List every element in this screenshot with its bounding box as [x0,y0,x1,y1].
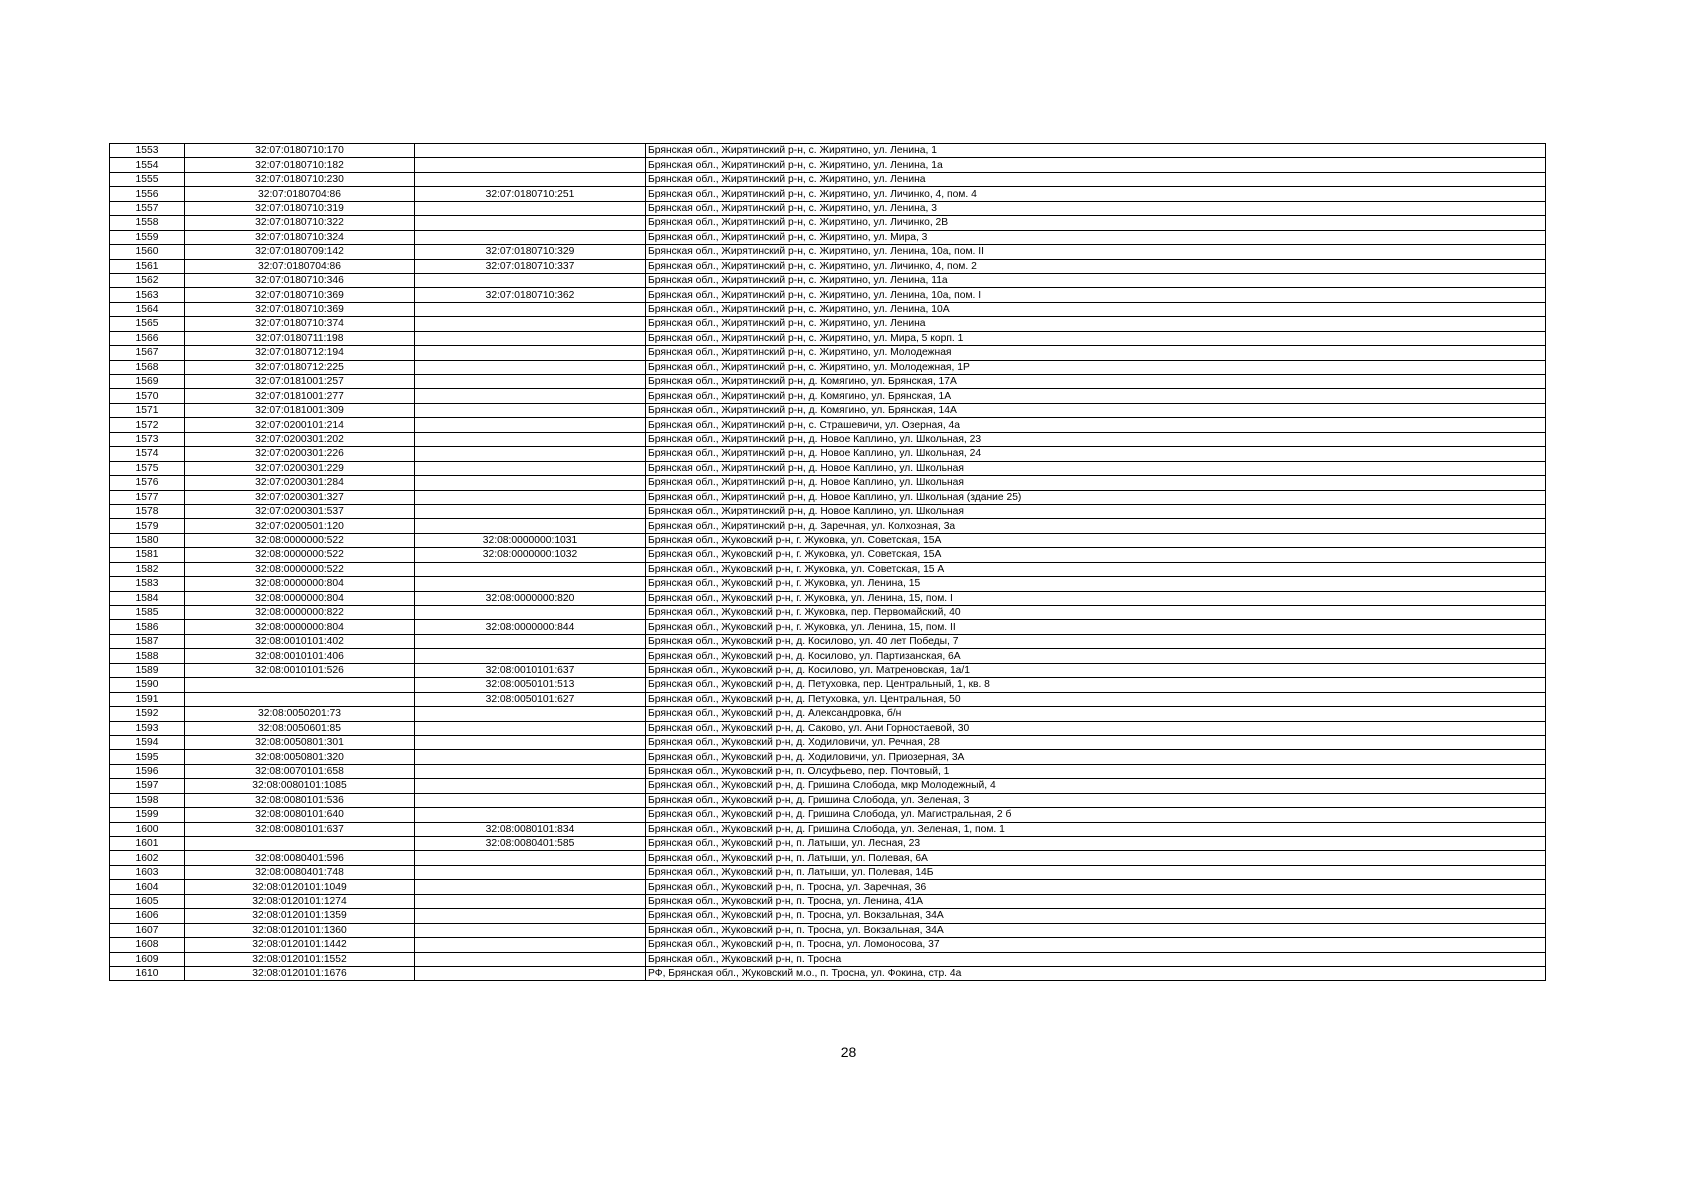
secondary-cadastral-cell [415,808,646,822]
row-number-cell: 1578 [110,504,185,518]
table-row [110,259,1546,273]
secondary-cadastral-cell [415,880,646,894]
address-cell: Брянская обл., Жуковский р-н, г. Жуковка, ул. Ленина, 15, пом. II [646,620,1546,634]
row-number-cell: 1587 [110,634,185,648]
address-cell: Брянская обл., Жуковский р-н, п. Тросна [646,952,1546,966]
table-row [110,678,1546,692]
row-number-cell: 1557 [110,201,185,215]
table-row [110,793,1546,807]
table-row [110,591,1546,605]
cadastral-number-cell: 32:07:0180710:346 [185,273,415,287]
row-number-cell: 1603 [110,865,185,879]
secondary-cadastral-cell [415,346,646,360]
secondary-cadastral-cell [415,230,646,244]
row-number-cell: 1582 [110,562,185,576]
row-number-cell: 1610 [110,966,185,980]
table-row [110,779,1546,793]
secondary-cadastral-cell: 32:07:0180710:329 [415,245,646,259]
table-row [110,418,1546,432]
address-cell: Брянская обл., Жирятинский р-н, д. Новое Каплино, ул. Школьная, 23 [646,432,1546,446]
secondary-cadastral-cell [415,158,646,172]
row-number-cell: 1593 [110,721,185,735]
row-number-cell: 1604 [110,880,185,894]
secondary-cadastral-cell [415,216,646,230]
row-number-cell: 1598 [110,793,185,807]
cadastral-number-cell: 32:08:0050201:73 [185,707,415,721]
table-row [110,273,1546,287]
cadastral-number-cell: 32:07:0180710:319 [185,201,415,215]
table-row [110,201,1546,215]
cadastral-number-cell: 32:08:0000000:804 [185,577,415,591]
secondary-cadastral-cell [415,750,646,764]
address-cell: Брянская обл., Жуковский р-н, п. Латыши, ул. Лесная, 23 [646,837,1546,851]
secondary-cadastral-cell [415,519,646,533]
cadastral-number-cell: 32:08:0000000:522 [185,562,415,576]
secondary-cadastral-cell [415,172,646,186]
address-cell: Брянская обл., Жуковский р-н, д. Ходиловичи, ул. Речная, 28 [646,735,1546,749]
secondary-cadastral-cell [415,389,646,403]
row-number-cell: 1569 [110,375,185,389]
row-number-cell: 1601 [110,837,185,851]
table-row [110,837,1546,851]
secondary-cadastral-cell [415,273,646,287]
address-cell: Брянская обл., Жуковский р-н, д. Ходиловичи, ул. Приозерная, 3А [646,750,1546,764]
address-cell: Брянская обл., Жирятинский р-н, с. Жирятино, ул. Молодежная, 1Р [646,360,1546,374]
row-number-cell: 1608 [110,938,185,952]
row-number-cell: 1589 [110,663,185,677]
address-cell: Брянская обл., Жуковский р-н, д. Петуховка, ул. Центральная, 50 [646,692,1546,706]
secondary-cadastral-cell [415,302,646,316]
secondary-cadastral-cell [415,360,646,374]
cadastral-number-cell: 32:07:0200301:327 [185,490,415,504]
row-number-cell: 1555 [110,172,185,186]
address-cell: Брянская обл., Жуковский р-н, д. Гришина Слобода, ул. Магистральная, 2 б [646,808,1546,822]
cadastral-number-cell: 32:07:0180710:324 [185,230,415,244]
row-number-cell: 1564 [110,302,185,316]
address-cell: Брянская обл., Жирятинский р-н, д. Заречная, ул. Колхозная, 3а [646,519,1546,533]
cadastral-number-cell: 32:08:0120101:1676 [185,966,415,980]
cadastral-number-cell: 32:08:0010101:402 [185,634,415,648]
table-row [110,663,1546,677]
address-cell: Брянская обл., Жуковский р-н, п. Тросна, ул. Вокзальная, 34А [646,923,1546,937]
table-row [110,245,1546,259]
cadastral-number-cell: 32:08:0010101:406 [185,649,415,663]
address-cell: Брянская обл., Жуковский р-н, г. Жуковка, ул. Советская, 15А [646,533,1546,547]
secondary-cadastral-cell [415,793,646,807]
cadastral-number-cell: 32:07:0180710:230 [185,172,415,186]
table-row [110,750,1546,764]
table-row [110,923,1546,937]
table-row [110,952,1546,966]
cadastral-number-cell: 32:07:0200301:229 [185,461,415,475]
address-cell: Брянская обл., Жирятинский р-н, с. Жирятино, ул. Личинко, 2В [646,216,1546,230]
cadastral-number-cell: 32:08:0080401:748 [185,865,415,879]
secondary-cadastral-cell: 32:07:0180710:251 [415,187,646,201]
table-row [110,172,1546,186]
row-number-cell: 1575 [110,461,185,475]
secondary-cadastral-cell [415,735,646,749]
table-row [110,346,1546,360]
secondary-cadastral-cell [415,909,646,923]
table-row [110,317,1546,331]
table-row [110,938,1546,952]
cadastral-number-cell: 32:07:0181001:277 [185,389,415,403]
cadastral-number-cell: 32:07:0180712:225 [185,360,415,374]
cadastral-number-cell: 32:08:0080101:640 [185,808,415,822]
secondary-cadastral-cell [415,461,646,475]
address-cell: Брянская обл., Жирятинский р-н, с. Жирятино, ул. Ленина, 10А [646,302,1546,316]
table-row [110,187,1546,201]
table-row [110,476,1546,490]
table-row [110,880,1546,894]
cadastral-number-cell: 32:08:0050801:301 [185,735,415,749]
cadastral-number-cell [185,692,415,706]
row-number-cell: 1599 [110,808,185,822]
row-number-cell: 1572 [110,418,185,432]
secondary-cadastral-cell [415,577,646,591]
address-cell: Брянская обл., Жуковский р-н, п. Тросна, ул. Ломоносова, 37 [646,938,1546,952]
address-cell: Брянская обл., Жирятинский р-н, с. Страшевичи, ул. Озерная, 4а [646,418,1546,432]
cadastral-number-cell: 32:07:0180710:369 [185,302,415,316]
cadastral-number-cell: 32:08:0000000:522 [185,548,415,562]
row-number-cell: 1586 [110,620,185,634]
row-number-cell: 1585 [110,606,185,620]
cadastral-number-cell: 32:07:0180710:170 [185,144,415,158]
table-row [110,894,1546,908]
secondary-cadastral-cell [415,779,646,793]
address-cell: Брянская обл., Жирятинский р-н, с. Жирятино, ул. Личинко, 4, пом. 4 [646,187,1546,201]
table-row [110,634,1546,648]
address-cell: Брянская обл., Жуковский р-н, г. Жуковка, ул. Советская, 15А [646,548,1546,562]
row-number-cell: 1571 [110,403,185,417]
cadastral-number-cell [185,837,415,851]
row-number-cell: 1577 [110,490,185,504]
address-cell: Брянская обл., Жуковский р-н, п. Тросна, ул. Заречная, 36 [646,880,1546,894]
table-row [110,562,1546,576]
address-cell: Брянская обл., Жирятинский р-н, с. Жирятино, ул. Ленина, 3 [646,201,1546,215]
cadastral-number-cell: 32:07:0180712:194 [185,346,415,360]
table-row [110,331,1546,345]
cadastral-number-cell: 32:08:0070101:658 [185,764,415,778]
secondary-cadastral-cell: 32:08:0050101:627 [415,692,646,706]
cadastral-number-cell: 32:08:0000000:522 [185,533,415,547]
row-number-cell: 1588 [110,649,185,663]
secondary-cadastral-cell [415,938,646,952]
address-cell: Брянская обл., Жирятинский р-н, с. Жирятино, ул. Мира, 3 [646,230,1546,244]
secondary-cadastral-cell [415,764,646,778]
row-number-cell: 1566 [110,331,185,345]
table-row [110,158,1546,172]
table-row [110,144,1546,158]
secondary-cadastral-cell [415,894,646,908]
cadastral-number-cell: 32:08:0000000:804 [185,591,415,605]
address-cell: Брянская обл., Жирятинский р-н, д. Новое Каплино, ул. Школьная, 24 [646,447,1546,461]
secondary-cadastral-cell [415,418,646,432]
secondary-cadastral-cell [415,966,646,980]
cadastral-number-cell: 32:07:0180710:369 [185,288,415,302]
table-row [110,707,1546,721]
row-number-cell: 1606 [110,909,185,923]
cadastral-number-cell: 32:08:0120101:1359 [185,909,415,923]
row-number-cell: 1565 [110,317,185,331]
table-row [110,577,1546,591]
address-cell: Брянская обл., Жирятинский р-н, д. Комягино, ул. Брянская, 14А [646,403,1546,417]
secondary-cadastral-cell [415,649,646,663]
table-row [110,649,1546,663]
cadastral-number-cell: 32:08:0080401:596 [185,851,415,865]
secondary-cadastral-cell [415,490,646,504]
row-number-cell: 1607 [110,923,185,937]
cadastral-number-cell: 32:08:0050801:320 [185,750,415,764]
row-number-cell: 1567 [110,346,185,360]
address-cell: Брянская обл., Жуковский р-н, д. Гришина Слобода, мкр Молодежный, 4 [646,779,1546,793]
table-row [110,360,1546,374]
table-row [110,403,1546,417]
cadastral-number-cell: 32:07:0200301:284 [185,476,415,490]
secondary-cadastral-cell [415,375,646,389]
secondary-cadastral-cell [415,447,646,461]
row-number-cell: 1581 [110,548,185,562]
secondary-cadastral-cell [415,634,646,648]
table-row [110,735,1546,749]
row-number-cell: 1597 [110,779,185,793]
cadastral-number-cell: 32:07:0180710:182 [185,158,415,172]
address-cell: Брянская обл., Жуковский р-н, г. Жуковка, ул. Ленина, 15, пом. I [646,591,1546,605]
address-cell: Брянская обл., Жирятинский р-н, с. Жирятино, ул. Ленина, 1 [646,144,1546,158]
cadastral-number-cell: 32:08:0120101:1442 [185,938,415,952]
secondary-cadastral-cell: 32:08:0050101:513 [415,678,646,692]
row-number-cell: 1591 [110,692,185,706]
row-number-cell: 1558 [110,216,185,230]
address-cell: Брянская обл., Жирятинский р-н, с. Жирятино, ул. Мира, 5 корп. 1 [646,331,1546,345]
row-number-cell: 1579 [110,519,185,533]
address-cell: Брянская обл., Жирятинский р-н, с. Жирятино, ул. Ленина [646,317,1546,331]
address-cell: Брянская обл., Жирятинский р-н, д. Новое Каплино, ул. Школьная [646,461,1546,475]
table-row [110,533,1546,547]
secondary-cadastral-cell [415,403,646,417]
address-cell: Брянская обл., Жуковский р-н, д. Петуховка, пер. Центральный, 1, кв. 8 [646,678,1546,692]
cadastral-number-cell: 32:07:0181001:257 [185,375,415,389]
secondary-cadastral-cell: 32:07:0180710:362 [415,288,646,302]
table-row [110,461,1546,475]
secondary-cadastral-cell [415,504,646,518]
secondary-cadastral-cell [415,952,646,966]
table-row [110,764,1546,778]
table-row [110,909,1546,923]
table-row [110,620,1546,634]
table-row [110,288,1546,302]
table-body [110,144,1546,981]
table-row [110,447,1546,461]
table-row [110,808,1546,822]
page-number: 28 [840,1044,857,1060]
cadastral-number-cell: 32:07:0180704:86 [185,187,415,201]
table-row [110,721,1546,735]
row-number-cell: 1580 [110,533,185,547]
row-number-cell: 1596 [110,764,185,778]
cadastral-number-cell: 32:08:0080101:1085 [185,779,415,793]
secondary-cadastral-cell [415,923,646,937]
secondary-cadastral-cell [415,606,646,620]
address-cell: Брянская обл., Жуковский р-н, д. Гришина Слобода, ул. Зеленая, 1, пом. 1 [646,822,1546,836]
table-row [110,692,1546,706]
secondary-cadastral-cell [415,865,646,879]
address-cell: Брянская обл., Жуковский р-н, п. Латыши, ул. Полевая, 14Б [646,865,1546,879]
table-row [110,519,1546,533]
row-number-cell: 1594 [110,735,185,749]
secondary-cadastral-cell [415,707,646,721]
table-row [110,230,1546,244]
row-number-cell: 1592 [110,707,185,721]
address-cell: Брянская обл., Жуковский р-н, д. Саково, ул. Ани Горностаевой, 30 [646,721,1546,735]
address-cell: Брянская обл., Жирятинский р-н, д. Новое Каплино, ул. Школьная (здание 25) [646,490,1546,504]
row-number-cell: 1590 [110,678,185,692]
secondary-cadastral-cell [415,317,646,331]
property-table [109,143,1546,981]
row-number-cell: 1562 [110,273,185,287]
cadastral-number-cell: 32:07:0180709:142 [185,245,415,259]
address-cell: Брянская обл., Жуковский р-н, п. Тросна, ул. Вокзальная, 34А [646,909,1546,923]
cadastral-number-cell: 32:08:0080101:536 [185,793,415,807]
address-cell: Брянская обл., Жирятинский р-н, с. Жирятино, ул. Ленина, 10а, пом. I [646,288,1546,302]
cadastral-number-cell: 32:08:0120101:1552 [185,952,415,966]
address-cell: Брянская обл., Жирятинский р-н, д. Комягино, ул. Брянская, 1А [646,389,1546,403]
secondary-cadastral-cell: 32:07:0180710:337 [415,259,646,273]
row-number-cell: 1574 [110,447,185,461]
secondary-cadastral-cell [415,331,646,345]
address-cell: Брянская обл., Жирятинский р-н, с. Жирятино, ул. Ленина [646,172,1546,186]
table-row [110,375,1546,389]
address-cell: Брянская обл., Жирятинский р-н, с. Жирятино, ул. Ленина, 1а [646,158,1546,172]
address-cell: Брянская обл., Жуковский р-н, п. Олсуфьево, пер. Почтовый, 1 [646,764,1546,778]
row-number-cell: 1556 [110,187,185,201]
row-number-cell: 1560 [110,245,185,259]
secondary-cadastral-cell [415,476,646,490]
cadastral-number-cell: 32:08:0120101:1360 [185,923,415,937]
row-number-cell: 1563 [110,288,185,302]
cadastral-number-cell: 32:08:0000000:804 [185,620,415,634]
secondary-cadastral-cell: 32:08:0080101:834 [415,822,646,836]
address-cell: Брянская обл., Жуковский р-н, д. Александровка, б/н [646,707,1546,721]
cadastral-number-cell: 32:07:0200301:537 [185,504,415,518]
address-cell: Брянская обл., Жирятинский р-н, д. Новое Каплино, ул. Школьная [646,504,1546,518]
address-cell: Брянская обл., Жирятинский р-н, д. Комягино, ул. Брянская, 17А [646,375,1546,389]
secondary-cadastral-cell: 32:08:0080401:585 [415,837,646,851]
table-row [110,302,1546,316]
row-number-cell: 1602 [110,851,185,865]
address-cell: Брянская обл., Жуковский р-н, г. Жуковка, пер. Первомайский, 40 [646,606,1546,620]
cadastral-number-cell: 32:08:0010101:526 [185,663,415,677]
cadastral-number-cell: 32:07:0200101:214 [185,418,415,432]
table-row [110,490,1546,504]
table-row [110,966,1546,980]
cadastral-number-cell: 32:08:0120101:1274 [185,894,415,908]
row-number-cell: 1600 [110,822,185,836]
row-number-cell: 1554 [110,158,185,172]
row-number-cell: 1559 [110,230,185,244]
row-number-cell: 1568 [110,360,185,374]
cadastral-number-cell: 32:07:0200301:202 [185,432,415,446]
address-cell: Брянская обл., Жуковский р-н, г. Жуковка, ул. Ленина, 15 [646,577,1546,591]
row-number-cell: 1584 [110,591,185,605]
row-number-cell: 1553 [110,144,185,158]
cadastral-number-cell: 32:07:0200301:226 [185,447,415,461]
table-row [110,548,1546,562]
row-number-cell: 1570 [110,389,185,403]
address-cell: Брянская обл., Жуковский р-н, г. Жуковка, ул. Советская, 15 А [646,562,1546,576]
cadastral-number-cell: 32:07:0180704:86 [185,259,415,273]
secondary-cadastral-cell [415,432,646,446]
table-row [110,504,1546,518]
secondary-cadastral-cell [415,562,646,576]
table-row [110,216,1546,230]
cadastral-number-cell: 32:07:0181001:309 [185,403,415,417]
secondary-cadastral-cell [415,851,646,865]
cadastral-number-cell: 32:08:0080101:637 [185,822,415,836]
address-cell: Брянская обл., Жирятинский р-н, с. Жирятино, ул. Ленина, 10а, пом. II [646,245,1546,259]
address-cell: Брянская обл., Жуковский р-н, п. Латыши, ул. Полевая, 6А [646,851,1546,865]
row-number-cell: 1576 [110,476,185,490]
address-cell: Брянская обл., Жуковский р-н, д. Косилово, ул. Матреновская, 1а/1 [646,663,1546,677]
cadastral-number-cell: 32:08:0050601:85 [185,721,415,735]
row-number-cell: 1595 [110,750,185,764]
table-row [110,865,1546,879]
table-row [110,851,1546,865]
address-cell: Брянская обл., Жирятинский р-н, с. Жирятино, ул. Молодежная [646,346,1546,360]
cadastral-number-cell: 32:07:0180711:198 [185,331,415,345]
cadastral-number-cell: 32:08:0120101:1049 [185,880,415,894]
cadastral-number-cell: 32:07:0180710:374 [185,317,415,331]
row-number-cell: 1605 [110,894,185,908]
row-number-cell: 1609 [110,952,185,966]
secondary-cadastral-cell: 32:08:0000000:1031 [415,533,646,547]
row-number-cell: 1583 [110,577,185,591]
table-row [110,389,1546,403]
secondary-cadastral-cell [415,144,646,158]
address-cell: РФ, Брянская обл., Жуковский м.о., п. Тросна, ул. Фокина, стр. 4а [646,966,1546,980]
cadastral-number-cell: 32:08:0000000:822 [185,606,415,620]
secondary-cadastral-cell: 32:08:0000000:820 [415,591,646,605]
secondary-cadastral-cell [415,201,646,215]
table-row [110,606,1546,620]
address-cell: Брянская обл., Жирятинский р-н, с. Жирятино, ул. Ленина, 11а [646,273,1546,287]
address-cell: Брянская обл., Жуковский р-н, п. Тросна, ул. Ленина, 41А [646,894,1546,908]
row-number-cell: 1561 [110,259,185,273]
table-row [110,822,1546,836]
address-cell: Брянская обл., Жуковский р-н, д. Косилово, ул. 40 лет Победы, 7 [646,634,1546,648]
secondary-cadastral-cell: 32:08:0000000:844 [415,620,646,634]
address-cell: Брянская обл., Жирятинский р-н, с. Жирятино, ул. Личинко, 4, пом. 2 [646,259,1546,273]
cadastral-number-cell: 32:07:0200501:120 [185,519,415,533]
address-cell: Брянская обл., Жуковский р-н, д. Гришина Слобода, ул. Зеленая, 3 [646,793,1546,807]
secondary-cadastral-cell [415,721,646,735]
row-number-cell: 1573 [110,432,185,446]
address-cell: Брянская обл., Жуковский р-н, д. Косилово, ул. Партизанская, 6А [646,649,1546,663]
cadastral-number-cell [185,678,415,692]
cadastral-number-cell: 32:07:0180710:322 [185,216,415,230]
secondary-cadastral-cell: 32:08:0010101:637 [415,663,646,677]
address-cell: Брянская обл., Жирятинский р-н, д. Новое Каплино, ул. Школьная [646,476,1546,490]
secondary-cadastral-cell: 32:08:0000000:1032 [415,548,646,562]
table-row [110,432,1546,446]
